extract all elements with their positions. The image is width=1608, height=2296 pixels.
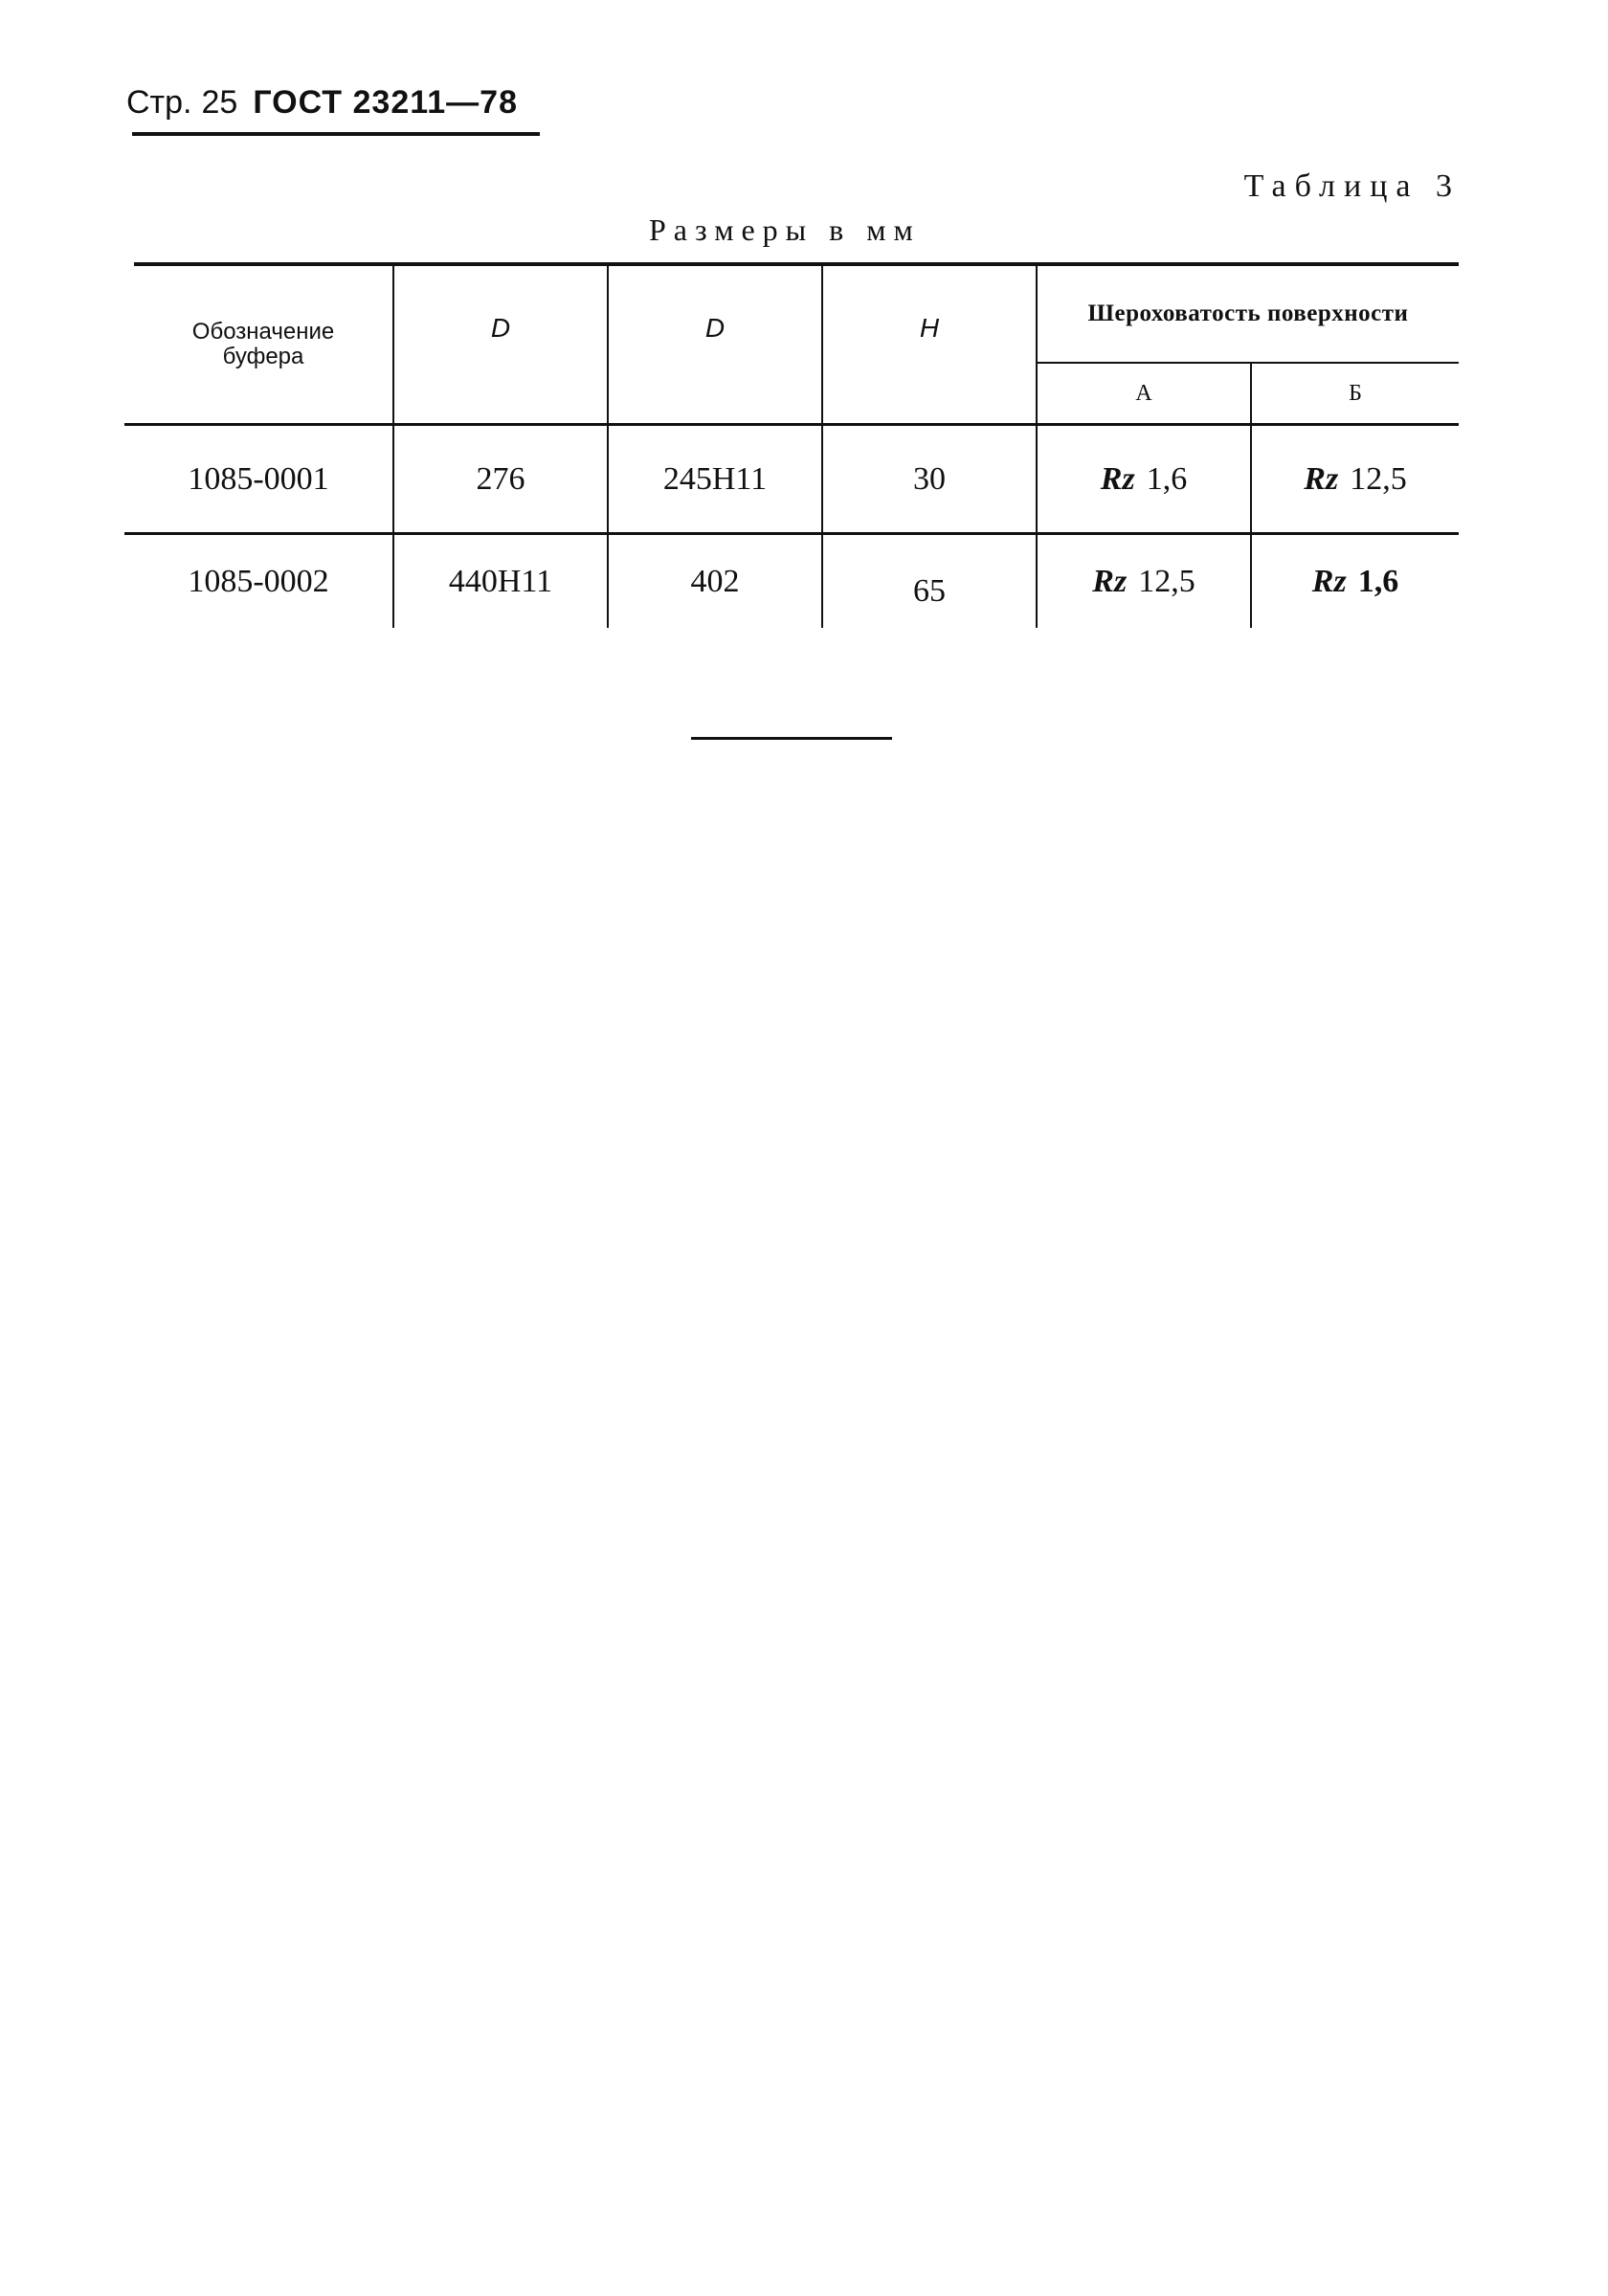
page-label: Стр.: [126, 84, 192, 121]
header-roughness-a: А: [1135, 380, 1152, 406]
row2-a-value: 12,5: [1138, 564, 1195, 599]
header-designation: Обозначение буфера: [191, 319, 335, 369]
row1-b-value: 12,5: [1350, 461, 1407, 497]
header-bottom-rule: [124, 423, 1459, 426]
header-d1: D: [490, 313, 511, 343]
row2-d2: 402: [690, 564, 740, 599]
table-caption: Таблица 3: [1243, 168, 1461, 204]
row1-h: 30: [913, 461, 946, 497]
row1-designation: 1085-0001: [188, 461, 329, 497]
row1-b-symbol: Rz: [1304, 461, 1339, 497]
header-d2: D: [704, 313, 726, 343]
end-of-table-rule: [691, 737, 892, 740]
row2-roughness-a: [1038, 536, 1250, 628]
row2-h: 65: [913, 573, 946, 609]
header-h: H: [919, 313, 940, 343]
dimensions-table: [0, 0, 1608, 670]
header-roughness: Шероховатость поверхности: [1087, 301, 1409, 326]
row2-b-symbol: Rz: [1311, 564, 1347, 599]
row1-a-value: 1,6: [1146, 461, 1188, 497]
row1-roughness-a: [1038, 427, 1250, 532]
row2-designation: 1085-0002: [188, 564, 329, 599]
row2-roughness-b: [1252, 536, 1459, 628]
row1-d2: 245H11: [662, 461, 768, 497]
page-number: 25: [201, 84, 238, 121]
row2-d1: 440H11: [448, 564, 553, 599]
row1-d1: 276: [476, 461, 525, 497]
dimensions-caption: Размеры в мм: [649, 212, 921, 247]
row1-roughness-b: [1252, 427, 1459, 532]
header-roughness-b: Б: [1349, 380, 1362, 406]
standard-number: ГОСТ 23211—78: [253, 84, 518, 121]
row2-b-value: 1,6: [1357, 564, 1399, 599]
row2-a-symbol: Rz: [1092, 564, 1128, 599]
row1-a-symbol: Rz: [1100, 461, 1135, 497]
row-separator: [124, 532, 1459, 535]
